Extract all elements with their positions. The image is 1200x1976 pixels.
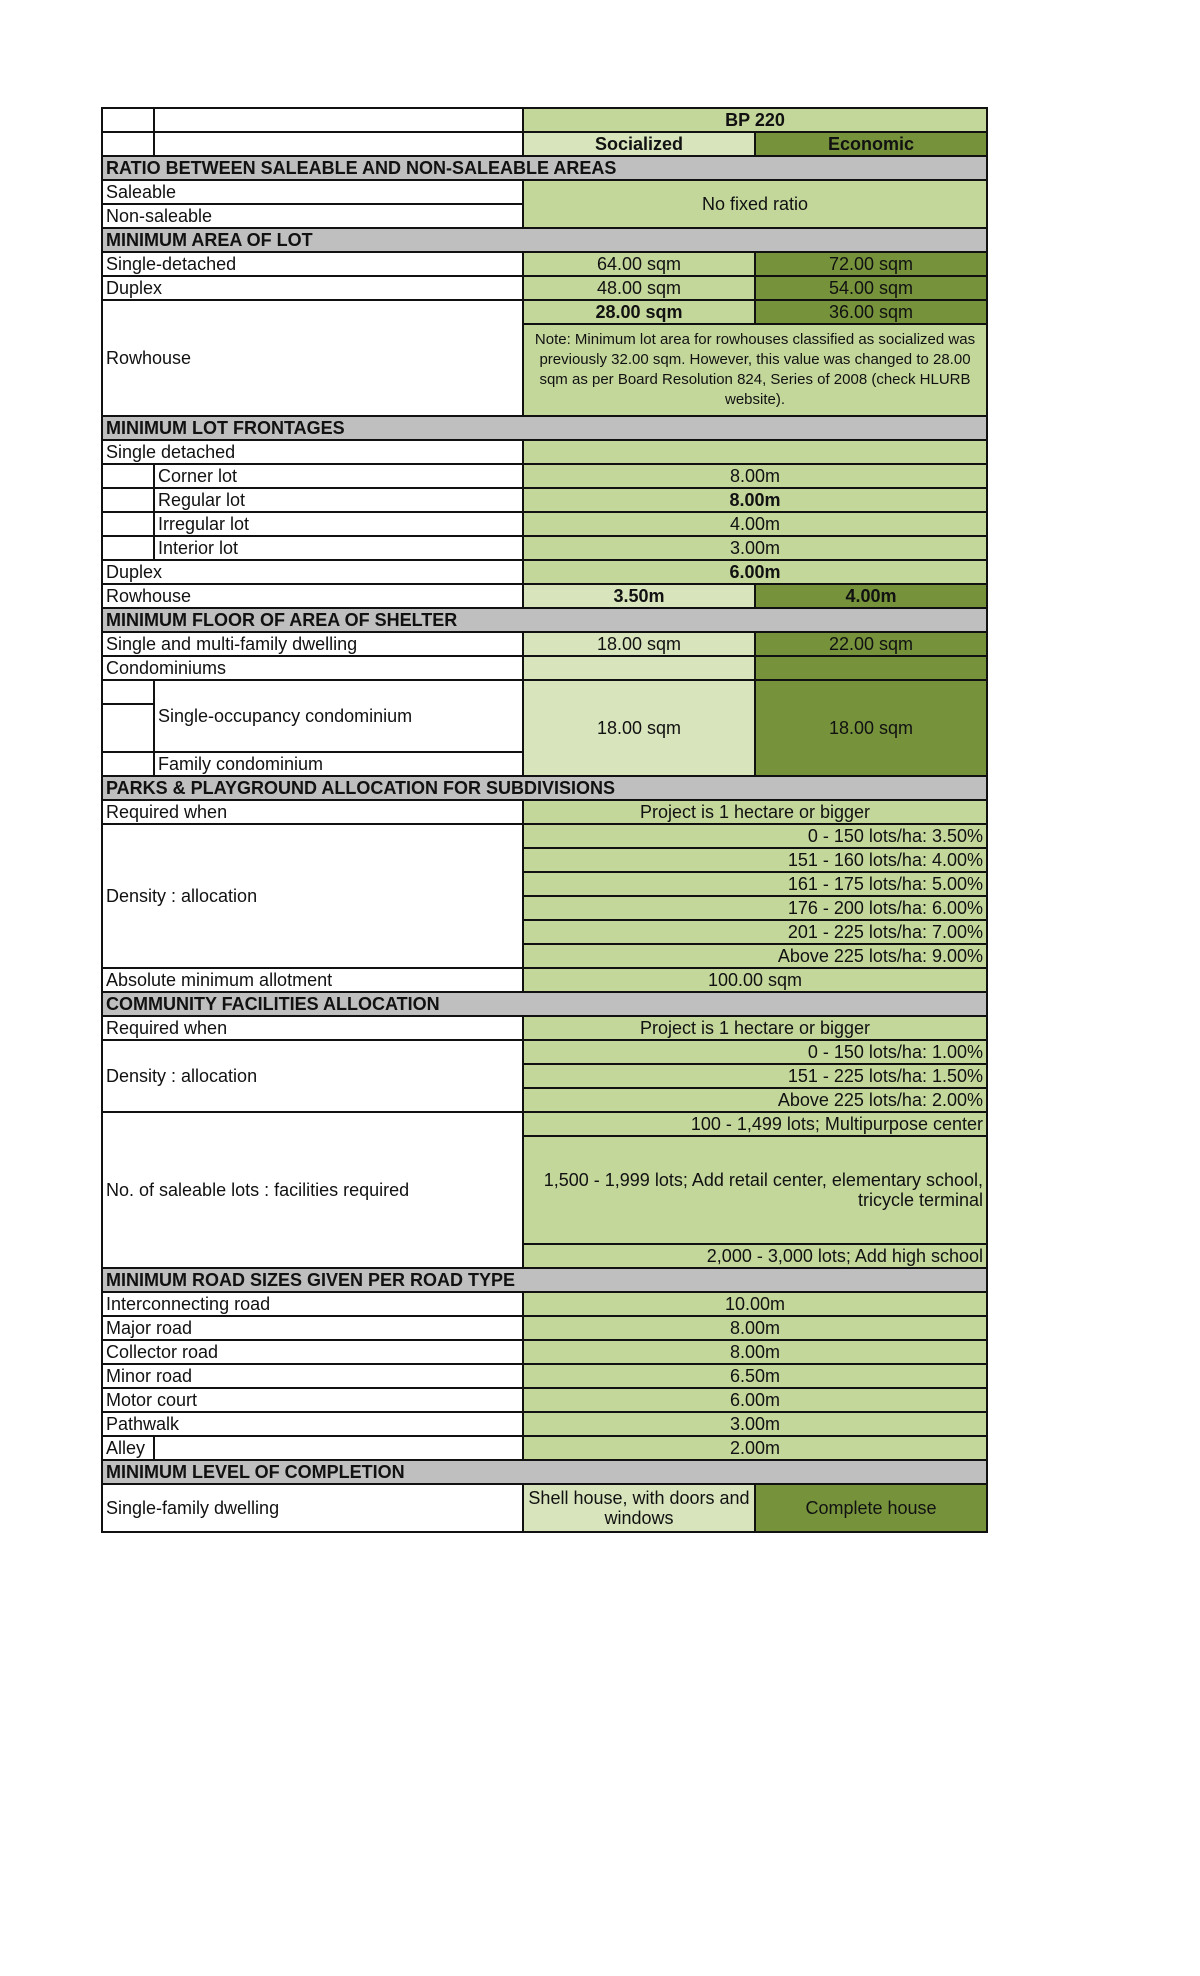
- row-label: Rowhouse: [102, 584, 523, 608]
- table-row: [102, 512, 987, 536]
- row-label: Single and multi-family dwelling: [102, 632, 523, 656]
- table-row: [102, 632, 987, 656]
- row-label: Duplex: [102, 560, 523, 584]
- blank-cell: [102, 704, 154, 752]
- road-value: 6.50m: [523, 1364, 987, 1388]
- road-value: 10.00m: [523, 1292, 987, 1316]
- table-row: [102, 1340, 987, 1364]
- row-label: Required when: [102, 800, 523, 824]
- economic-header: Economic: [755, 132, 987, 156]
- section-heading-floor-area: MINIMUM FLOOR OF AREA OF SHELTER: [102, 608, 987, 632]
- table-row: [102, 536, 987, 560]
- table-row: [102, 1412, 987, 1436]
- blank-cell: [102, 132, 154, 156]
- road-label: Collector road: [102, 1340, 523, 1364]
- blank-cell: [154, 108, 523, 132]
- bp220-title: BP 220: [523, 108, 987, 132]
- row-value: Project is 1 hectare or bigger: [523, 1016, 987, 1040]
- road-value: 6.00m: [523, 1388, 987, 1412]
- row-label: Absolute minimum allotment: [102, 968, 523, 992]
- row-label: Required when: [102, 1016, 523, 1040]
- socialized-header: Socialized: [523, 132, 755, 156]
- table-row: [102, 276, 987, 300]
- density-value: Above 225 lots/ha: 2.00%: [523, 1088, 987, 1112]
- economic-value: 72.00 sqm: [755, 252, 987, 276]
- row-value: 8.00m: [523, 464, 987, 488]
- row-label: Regular lot: [154, 488, 523, 512]
- road-value: 8.00m: [523, 1340, 987, 1364]
- blank-cell: [154, 1436, 523, 1460]
- blank-value-cell: [755, 656, 987, 680]
- row-label: Single-family dwelling: [102, 1484, 523, 1532]
- blank-cell: [102, 536, 154, 560]
- row-label: Single-occupancy condominium: [154, 680, 523, 752]
- rowhouse-note: Note: Minimum lot area for rowhouses classified as socialized was previously 32.00 sqm. However, this value was changed to 28.00 sqm as per Board Resolution 824, Series of 2008 (check HLURB website).: [523, 324, 987, 416]
- blank-cell: [102, 512, 154, 536]
- row-value: 100.00 sqm: [523, 968, 987, 992]
- row-value: 8.00m: [523, 488, 987, 512]
- socialized-value: 28.00 sqm: [523, 300, 755, 324]
- section-heading-lot-area: MINIMUM AREA OF LOT: [102, 228, 987, 252]
- row-label: Duplex: [102, 276, 523, 300]
- density-value: 0 - 150 lots/ha: 3.50%: [523, 824, 987, 848]
- table-row: [102, 584, 987, 608]
- density-value: 0 - 150 lots/ha: 1.00%: [523, 1040, 987, 1064]
- blank-value-cell: [523, 656, 755, 680]
- table-row: [102, 464, 987, 488]
- row-label: Irregular lot: [154, 512, 523, 536]
- row-label: Rowhouse: [102, 300, 523, 416]
- table-row: [102, 1292, 987, 1316]
- row-label: Density : allocation: [102, 824, 523, 968]
- density-value: 151 - 225 lots/ha: 1.50%: [523, 1064, 987, 1088]
- condo-socialized-value: 18.00 sqm: [523, 680, 755, 776]
- socialized-value: 3.50m: [523, 584, 755, 608]
- road-value: 2.00m: [523, 1436, 987, 1460]
- section-heading-roads: MINIMUM ROAD SIZES GIVEN PER ROAD TYPE: [102, 1268, 987, 1292]
- facilities-value: 100 - 1,499 lots; Multipurpose center: [523, 1112, 987, 1136]
- table-row: [102, 800, 987, 824]
- section-heading-parks: PARKS & PLAYGROUND ALLOCATION FOR SUBDIVISIONS: [102, 776, 987, 800]
- density-value: Above 225 lots/ha: 9.00%: [523, 944, 987, 968]
- socialized-value: Shell house, with doors and windows: [523, 1484, 755, 1532]
- row-label: Interior lot: [154, 536, 523, 560]
- table-row: [102, 252, 987, 276]
- socialized-value: 64.00 sqm: [523, 252, 755, 276]
- blank-cell: [102, 108, 154, 132]
- condo-economic-value: 18.00 sqm: [755, 680, 987, 776]
- bp220-standards-table: [101, 107, 988, 1533]
- table-row: [102, 1316, 987, 1340]
- density-value: 161 - 175 lots/ha: 5.00%: [523, 872, 987, 896]
- blank-cell: [102, 488, 154, 512]
- section-heading-frontages: MINIMUM LOT FRONTAGES: [102, 416, 987, 440]
- road-label: Interconnecting road: [102, 1292, 523, 1316]
- header-row: [102, 108, 987, 132]
- table-row: [102, 1484, 987, 1532]
- road-label: Minor road: [102, 1364, 523, 1388]
- non-saleable-label: Non-saleable: [102, 204, 523, 228]
- road-value: 8.00m: [523, 1316, 987, 1340]
- economic-value: 54.00 sqm: [755, 276, 987, 300]
- road-label: Major road: [102, 1316, 523, 1340]
- economic-value: 36.00 sqm: [755, 300, 987, 324]
- row-value: 4.00m: [523, 512, 987, 536]
- blank-value-cell: [523, 440, 987, 464]
- section-heading-ratio: RATIO BETWEEN SALEABLE AND NON-SALEABLE AREAS: [102, 156, 987, 180]
- row-label: Condominiums: [102, 656, 523, 680]
- economic-value: Complete house: [755, 1484, 987, 1532]
- row-label: Single-detached: [102, 252, 523, 276]
- table-row: [102, 968, 987, 992]
- table-row: [102, 560, 987, 584]
- socialized-value: 18.00 sqm: [523, 632, 755, 656]
- table-row: [102, 1436, 987, 1460]
- saleable-label: Saleable: [102, 180, 523, 204]
- table-row: [102, 300, 987, 324]
- facilities-value: 1,500 - 1,999 lots; Add retail center, elementary school, tricycle terminal: [523, 1136, 987, 1244]
- table-row: [102, 1388, 987, 1412]
- blank-cell: [102, 464, 154, 488]
- blank-cell: [102, 680, 154, 704]
- row-label: Family condominium: [154, 752, 523, 776]
- row-label: Density : allocation: [102, 1040, 523, 1112]
- column-header-row: [102, 132, 987, 156]
- density-value: 176 - 200 lots/ha: 6.00%: [523, 896, 987, 920]
- density-value: 151 - 160 lots/ha: 4.00%: [523, 848, 987, 872]
- row-value: 3.00m: [523, 536, 987, 560]
- table-row: [102, 1364, 987, 1388]
- row-label: Single detached: [102, 440, 523, 464]
- density-value: 201 - 225 lots/ha: 7.00%: [523, 920, 987, 944]
- row-value: 6.00m: [523, 560, 987, 584]
- blank-cell: [102, 752, 154, 776]
- table-row: [102, 1016, 987, 1040]
- ratio-value: No fixed ratio: [523, 180, 987, 228]
- road-label: Motor court: [102, 1388, 523, 1412]
- row-value: Project is 1 hectare or bigger: [523, 800, 987, 824]
- row-label: No. of saleable lots : facilities required: [102, 1112, 523, 1268]
- facilities-value: 2,000 - 3,000 lots; Add high school: [523, 1244, 987, 1268]
- section-heading-completion: MINIMUM LEVEL OF COMPLETION: [102, 1460, 987, 1484]
- road-label: Alley: [102, 1436, 154, 1460]
- economic-value: 4.00m: [755, 584, 987, 608]
- socialized-value: 48.00 sqm: [523, 276, 755, 300]
- blank-cell: [154, 132, 523, 156]
- table-row: [102, 488, 987, 512]
- road-label: Pathwalk: [102, 1412, 523, 1436]
- economic-value: 22.00 sqm: [755, 632, 987, 656]
- row-label: Corner lot: [154, 464, 523, 488]
- section-heading-community: COMMUNITY FACILITIES ALLOCATION: [102, 992, 987, 1016]
- road-value: 3.00m: [523, 1412, 987, 1436]
